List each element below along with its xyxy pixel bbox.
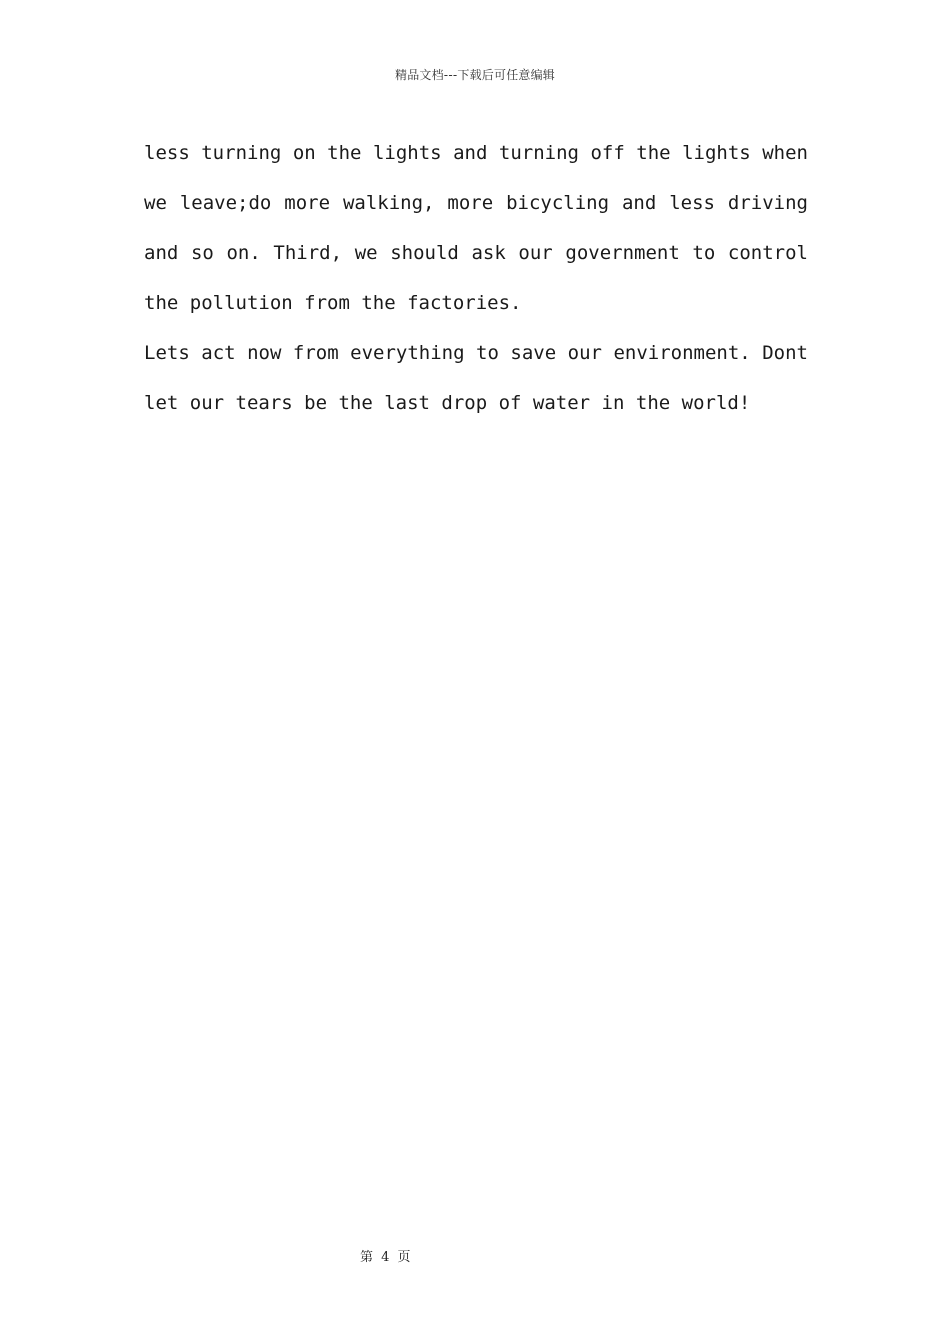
paragraph: Lets act now from everything to save our environment. Dont let our tears be the last drop of water in the world! <box>144 342 808 414</box>
page-header: 精品文档---下载后可任意编辑 <box>395 68 555 82</box>
paragraph: less turning on the lights and turning off the lights when we leave;do more walking, more bicycling and less driving and so on. Third, we should ask our government to control the pollution from the factories. <box>144 142 808 314</box>
page-number: 第 4 页 <box>360 1250 411 1265</box>
document-body <box>144 128 808 428</box>
